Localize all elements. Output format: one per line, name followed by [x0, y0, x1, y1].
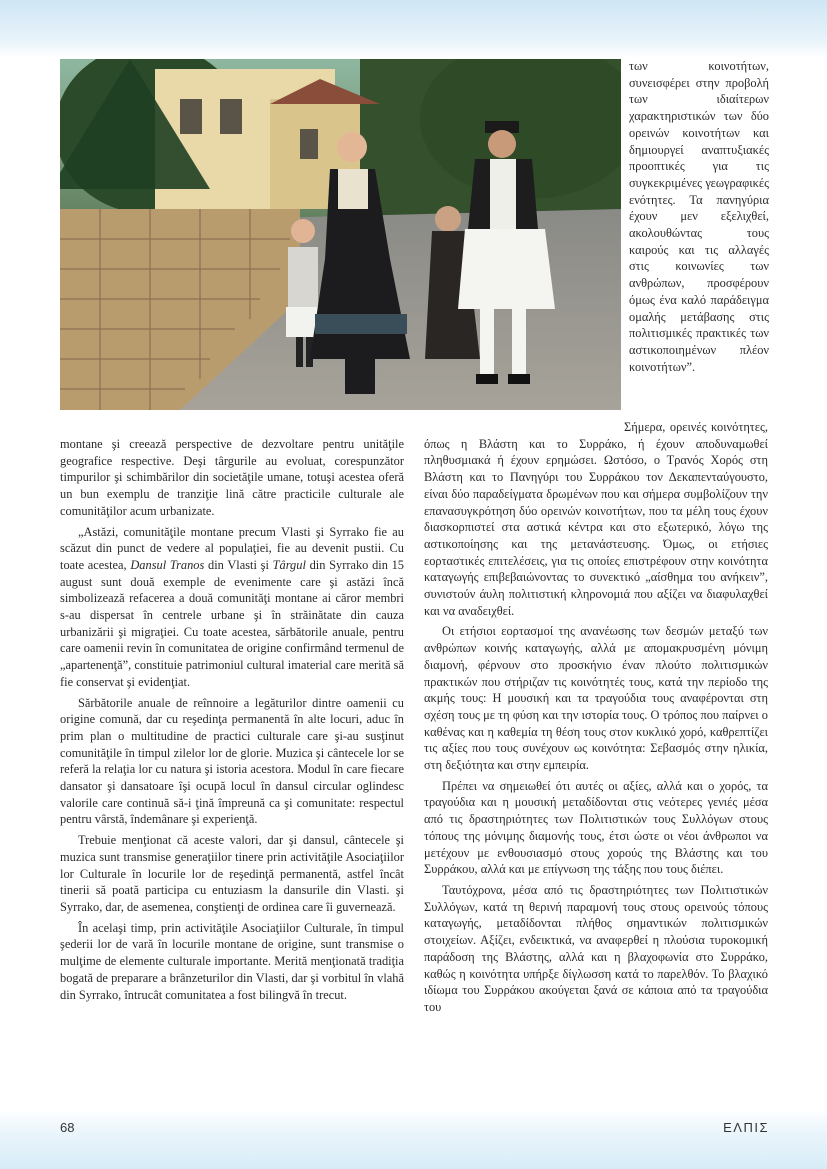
journal-name: ΕΛΠΙΣ: [723, 1120, 769, 1135]
romanian-paragraph-2: [60, 524, 404, 691]
dance-tranos-title: Dansul Tranos: [130, 557, 205, 572]
greek-side-column: [629, 58, 769, 375]
page-number: 68: [60, 1120, 75, 1135]
top-decorative-band: [0, 0, 827, 58]
greek-paragraph-2: Οι ετήσιοι εορτασμοί της ανανέωσης των δεσμών μεταξύ των ανθρώπων κοινής καταγωγής, αλλά με απομακρυσμένη μόνιμη διαμονή, φέρνουν στο προσκήνιο έναν πλούτο πολιτισμικών πρακτικών που στήριζαν τις κοινότητές τους, κατά την περίοδο της ακμής τους: Η μουσική και τα τραγούδια τους αναφέρονται στη σχέση τους με τη φύση και την ιστορία τους. Ο τρόπος που παίρνει ο καθένας και η καθεμία τη θέση τους στον κυκλικό χορό, καθρεπτίζει τις αξίες που τους συνέχουν ως κοινότητα: Σεβασμός στην ηλικία, στη δεξιότητα και στην εμπειρία.: [424, 624, 768, 773]
festival-photo: [60, 59, 621, 410]
romanian-paragraph-2-part-c: din Syrrako din 15 august sunt două exemple de evenimente care şi astăzi încă simbolizează refacerea a două comunităţi montane ai căror membri s-au dispersat în centrele urbane şi în străinătate din cauza urbanizării şi migraţiei. Cu toate acestea, sărbătorile anuale, pentru care oamenii revin în comunitatea de origine confirmând termenul de „apartenenţă”, constituie patrimoniul cultural imaterial care merită să fie conservat şi evidenţiat.: [60, 557, 405, 689]
bottom-decorative-band: [0, 1109, 827, 1169]
right-column-greek: [424, 419, 768, 1016]
romanian-paragraph-3: Sărbătorile anuale de reînnoire a legăturilor dintre oamenii cu origine comună, dar cu reşedinţa permanentă în alte locuri, aduc în prim plan o multitudine de practici culturale care şi-au susţinut comunităţile în timpul zilelor lor de glorie. Muzica şi cântecele lor se referă la relaţia lor cu natura şi istoria acestora. Modul în care fiecare dansator şi dansatoare îşi ocupă locul în dansul circular oglindesc valorile care continuă să-i ţină împreună ca şi comunitate: respectul pentru vârstă, îndemânare şi experienţă.: [60, 695, 404, 827]
greek-paragraph-3: Πρέπει να σημειωθεί ότι αυτές οι αξίες, αλλά και ο χορός, τα τραγούδια και η μουσική μεταδίδονται στις νεότερες γενιές μέσα από τις δραστηριότητες των Πολιτιστικών τους Συλλόγων στους τόπους της μόνιμης διαμονής τους, έτσι ώστε οι νέοι άνθρωποι να μετέχουν με ενθουσιασμό στους χορούς της Βλάστης και του Συρράκου, αλλά και με επίγνωση της τάξης που τους διέπει.: [424, 778, 768, 877]
fair-title: Târgul: [272, 557, 306, 572]
romanian-paragraph-2-part-a: „Astăzi, comunităţile montane precum Vlasti şi Syrrako fie au scăzut din punct de vedere al populaţiei, fie au devenit pustii. Cu toate acestea,: [60, 524, 404, 572]
romanian-paragraph-5: În acelaşi timp, prin activităţile Asociaţiilor Culturale, în timpul şederii lor de vară în locurile montane de origine, sunt transmise o mulţime de elemente culturale importante. Merită menţionată tradiţia bogată de preparare a brânzeturilor din Vlasti, dar şi vorbitul în vlahă din Syrrako, întrucât comunitatea a fost bilingvă în trecut.: [60, 920, 404, 1002]
romanian-paragraph-2-part-b: din Vlasti şi: [204, 557, 273, 572]
festival-photo-icon: [60, 59, 621, 410]
greek-paragraph-4: Ταυτόχρονα, μέσα από τις δραστηριότητες των Πολιτιστικών Συλλόγων, κατά τη θερινή παραμονή τους στους ορεινούς τόπους καταγωγής, μεταδίδονται πλήθος σημαντικών πολιτισμικών στοιχείων. Αξίζει, ενδεικτικά, να αναφερθεί η πλούσια τυροκομική παράδοση της Βλάστης, αλλά και η βλαχοφωνία στο Συρράκο, καθώς η κοινότητα υπήρξε δίγλωσση κατά το παρελθόν. Το βλαχικό ιδίωμα του Συρράκου ακούγεται ξανά σε κάποια από τα τραγούδια του: [424, 882, 768, 1014]
romanian-paragraph-1: montane şi creează perspective de dezvoltare pentru unităţile geografice respective. Deşi târgurile au evoluat, corespunzător timpurilor şi schimbărilor din societăţile umane, totuşi acestea oferă un bun exemplu de tranziţie lină către practicile culturale ale comunităţilor acum urbanizate.: [60, 437, 404, 518]
greek-paragraph-1: Σήμερα, ορεινές κοινότητες, όπως η Βλάστη και το Συρράκο, ή έχουν αποδυναμωθεί πληθυσμιακά ή έχουν ερημώσει. Ωστόσο, ο Τρανός Χορός στη Βλάστη και το Πανηγύρι του Συρράκου τον Δεκαπενταύγουστο, είναι δύο παραδείγματα δρωμένων που και σήμερα συμβολίζουν την επανασυγκρότηση δύο ορεινών κοινοτήτων, που τα μέλη τους έχουν διασκορπιστεί στα αστικά κέντρα και στο εξωτερικό, λόγω της αστικοποίησης και της μετανάστευσης. Όμως, οι ετήσιες εορταστικές επιτελέσεις, για τις οποίες επιστρέφουν στην κοινότητα καταγωγής επιβεβαιώνοντας το συνεκτικό „αίσθημα του ανήκειν”, συνιστούν άυλη πολιτιστική κληρονομιά που αξίζει να διαφυλαχθεί και να αναδειχθεί.: [424, 420, 768, 618]
left-column-romanian: [60, 436, 404, 1003]
greek-side-paragraph: των κοινοτήτων, συνεισφέρει στην προβολή των ιδιαίτερων χαρακτηριστικών των δύο ορεινών κοινοτήτων και δημιουργεί αναπτυξιακές προοπτικές για τις συγκεκριμένες γεωγραφικές ενότητες. Τα πανηγύρια έχουν μεν εξελιχθεί, ακολουθώντας τους καιρούς και τις αλλαγές στις κοινωνίες των ανθρώπων, προσφέρουν όμως ένα καλό παράδειγμα ομαλής μετάβασης στις πολιτισμικές πρακτικές των αστικοποιημένων πλέον κοινοτήτων”.: [629, 59, 769, 374]
romanian-paragraph-4: Trebuie menţionat că aceste valori, dar şi dansul, cântecele şi muzica sunt transmise generaţiilor tinere prin activităţile Asociaţiilor lor Culturale în locurile lor de reşedinţă permanentă, astfel încât tinerii să poată participa cu entuziasm la dansurile din Vlasti. şi Syrrako, dar, de asemenea, conştienţi de ordinea care îi guvernează.: [60, 833, 404, 914]
